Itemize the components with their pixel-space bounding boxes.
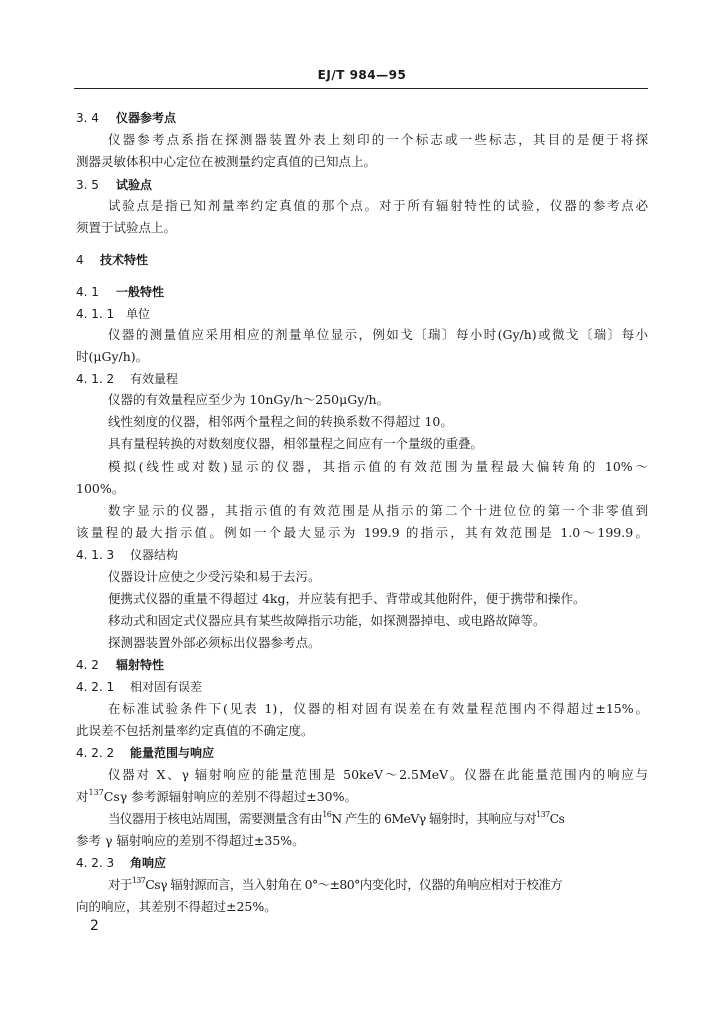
text-run: N 产生的 6MeVγ 辐射时，其响应与对 [331, 811, 537, 826]
paragraph-line: 线性刻度的仪器，相邻两个量程之间的转换系数不得超过 10。 [108, 414, 453, 429]
paragraph-line [108, 811, 564, 827]
text-run: 当仪器用于核电站周围，需要测量含有由 [108, 811, 323, 826]
section-number: 4. 1. 3 [76, 548, 115, 562]
section-heading-4-2-3 [76, 855, 166, 871]
section-heading-4 [76, 252, 148, 268]
section-title: 有效量程 [130, 372, 179, 386]
section-number: 4. 2. 1 [76, 680, 115, 694]
section-heading-4-2 [76, 657, 164, 673]
text-run: Cs [549, 811, 565, 826]
paragraph-line [108, 877, 562, 893]
section-title: 仪器参考点 [116, 111, 177, 125]
text-run: Csγ 参考源辐射响应的差别不得超过±30%。 [103, 789, 357, 804]
paragraph-line: 仪器参考点系指在探测器装置外表上刻印的一个标志或一些标志，其目的是便于将探 [108, 132, 648, 147]
isotope-mass-number: 137 [131, 875, 146, 885]
paragraph-line: 数字显示的仪器，其指示值的有效范围是从指示的第二个十进位位的第一个非零值到 [108, 503, 648, 518]
isotope-mass-number: 137 [536, 809, 550, 819]
paragraph-line: 100%。 [76, 481, 125, 496]
paragraph-line: 仪器的测量值应采用相应的剂量单位显示，例如戈〔瑞〕每小时(Gy/h)或微戈〔瑞〕每小 [108, 327, 648, 342]
paragraph-line: 试验点是指已知剂量率约定真值的那个点。对于所有辐射特性的试验，仪器的参考点必 [108, 198, 648, 213]
text-run: Csγ 辐射源而言，当入射角在 0°～±80°内变化时，仪器的角响应相对于校准方 [145, 877, 563, 892]
section-heading-3-4 [76, 110, 176, 126]
section-heading-4-1-2 [76, 371, 178, 387]
section-number: 4. 1. 2 [76, 372, 115, 386]
paragraph-line: 测器灵敏体积中心定位在被测量约定真值的已知点上。 [76, 154, 377, 169]
section-title: 试验点 [116, 178, 153, 192]
paragraph-line: 参考 γ 辐射响应的差别不得超过±35%。 [76, 833, 305, 848]
paragraph-line: 该量程的最大指示值。例如一个最大显示为 199.9 的指示，其有效范围是 1.0～199.9。 [76, 525, 648, 540]
section-number: 3. 5 [76, 178, 99, 192]
paragraph-line: 探测器装置外部必须标出仪器参考点。 [108, 635, 321, 650]
page-number: 2 [90, 918, 99, 934]
section-heading-4-1-3 [76, 547, 178, 563]
section-title: 单位 [126, 307, 151, 321]
paragraph-line [76, 789, 357, 805]
section-title: 仪器结构 [130, 548, 179, 562]
section-number: 4. 1. 1 [76, 307, 115, 321]
paragraph-line: 仪器设计应使之少受污染和易于去污。 [108, 569, 321, 584]
paragraph-line: 须置于试验点上。 [76, 220, 177, 235]
isotope-mass-number: 137 [88, 787, 104, 797]
paragraph-line: 仪器对 X、γ 辐射响应的能量范围是 50keV～2.5MeV。仪器在此能量范围内的响应与 [108, 767, 648, 782]
section-title: 能量范围与响应 [130, 746, 215, 760]
paragraph-line: 移动式和固定式仪器应具有某些故障指示功能，如探测器掉电、或电路故障等。 [108, 613, 546, 628]
isotope-mass-number: 16 [322, 809, 332, 819]
section-number: 4. 2. 3 [76, 856, 115, 870]
paragraph-line: 在标准试验条件下(见表 1)，仪器的相对固有误差在有效量程范围内不得超过±15%。 [108, 701, 648, 716]
section-heading-3-5 [76, 177, 152, 193]
section-title: 一般特性 [116, 285, 165, 299]
section-number: 4 [76, 253, 84, 267]
text-run: 对 [76, 789, 89, 804]
text-run: 对于 [108, 877, 132, 892]
section-title: 角响应 [130, 856, 167, 870]
section-number: 3. 4 [76, 111, 99, 125]
section-heading-4-1-1 [76, 306, 150, 322]
header-rule [74, 88, 648, 89]
section-number: 4. 1 [76, 285, 99, 299]
section-number: 4. 2 [76, 658, 99, 672]
section-heading-4-2-2 [76, 745, 214, 761]
standard-code-header: EJ/T 984—95 [317, 68, 407, 82]
paragraph-line: 模拟(线性或对数)显示的仪器，其指示值的有效范围为量程最大偏转角的 10%～ [108, 459, 648, 474]
section-heading-4-1 [76, 284, 164, 300]
section-title: 技术特性 [100, 253, 149, 267]
section-title: 辐射特性 [116, 658, 165, 672]
section-title: 相对固有误差 [130, 680, 203, 694]
paragraph-line: 便携式仪器的重量不得超过 4kg，并应装有把手、背带或其他附件，便于携带和操作。 [108, 591, 586, 606]
paragraph-line: 向的响应，其差别不得超过±25%。 [76, 899, 277, 914]
paragraph-line: 此误差不包括剂量率约定真值的不确定度。 [76, 723, 314, 738]
section-heading-4-2-1 [76, 679, 202, 695]
section-number: 4. 2. 2 [76, 746, 115, 760]
paragraph-line: 时(μGy/h)。 [76, 349, 149, 364]
paragraph-line: 仪器的有效量程应至少为 10nGy/h～250μGy/h。 [108, 392, 390, 407]
paragraph-line: 具有量程转换的对数刻度仪器，相邻量程之间应有一个量级的重叠。 [108, 436, 484, 451]
